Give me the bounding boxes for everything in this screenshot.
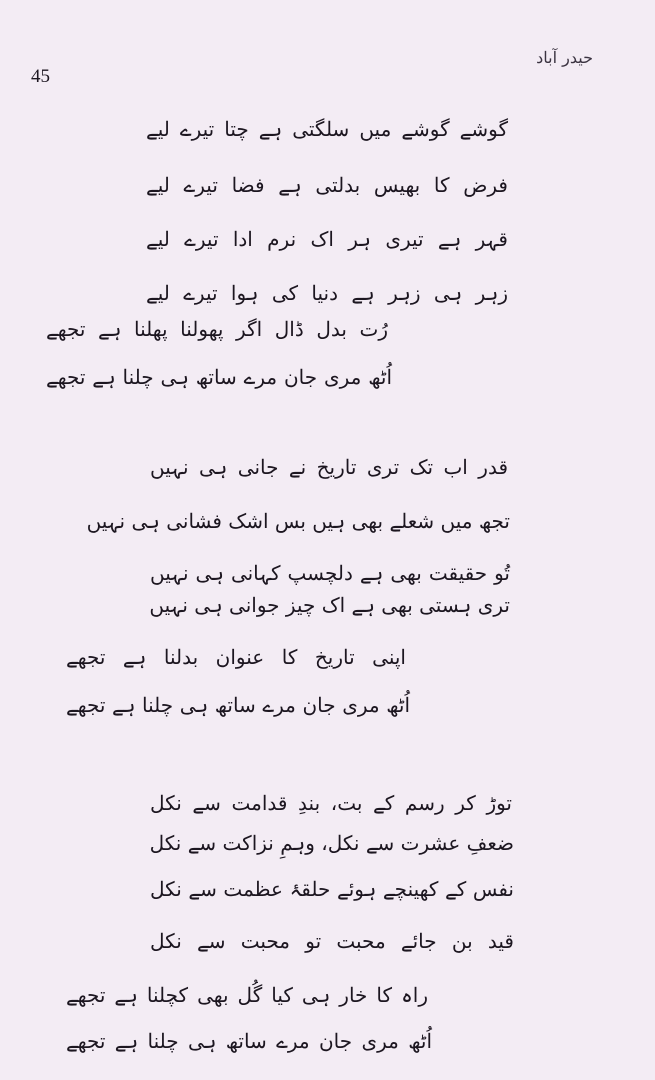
poem-line: فرض کا بھیس بدلتی ہے فضا تیرے لیے bbox=[146, 173, 508, 197]
running-header: حیدر آباد bbox=[536, 48, 593, 67]
poem-line: گوشے گوشے میں سلگتی ہے چتا تیرے لیے bbox=[146, 117, 508, 141]
poem-line: تجھ میں شعلے بھی ہیں بس اشک فشانی ہی نہیں bbox=[86, 509, 510, 533]
poem-line: اُٹھ مری جان مرے ساتھ ہی چلنا ہے تجھے bbox=[66, 693, 410, 717]
poem-line: زہر ہی زہر ہے دنیا کی ہوا تیرے لیے bbox=[146, 281, 508, 305]
page-number: 45 bbox=[31, 66, 50, 87]
poem-line: راہ کا خار ہی کیا گُل بھی کچلنا ہے تجھے bbox=[66, 983, 428, 1007]
poem-line: تری ہستی بھی ہے اک چیز جوانی ہی نہیں bbox=[149, 593, 510, 617]
poem-line: رُت بدل ڈال اگر پھولنا پھلنا ہے تجھے bbox=[46, 317, 388, 341]
poem-line: تُو حقیقت بھی ہے دلچسپ کہانی ہی نہیں bbox=[150, 561, 510, 585]
poem-line: ضعفِ عشرت سے نکل، وہمِ نزاکت سے نکل bbox=[149, 831, 514, 855]
poem-line: قدر اب تک تری تاریخ نے جانی ہی نہیں bbox=[150, 455, 508, 479]
poem-line: قہر ہے تیری ہر اک نرم ادا تیرے لیے bbox=[146, 227, 508, 251]
poem-line: اُٹھ مری جان مرے ساتھ ہی چلنا ہے تجھے bbox=[46, 365, 392, 389]
poem-line: قید بن جائے محبت تو محبت سے نکل bbox=[150, 929, 514, 953]
poem-line: اُٹھ مری جان مرے ساتھ ہی چلنا ہے تجھے bbox=[66, 1029, 432, 1053]
poem-line: نفس کے کھینچے ہوئے حلقۂ عظمت سے نکل bbox=[150, 877, 514, 901]
poem-line: اپنی تاریخ کا عنوان بدلنا ہے تجھے bbox=[66, 645, 406, 669]
poem-line: توڑ کر رسم کے بت، بندِ قدامت سے نکل bbox=[150, 791, 512, 815]
